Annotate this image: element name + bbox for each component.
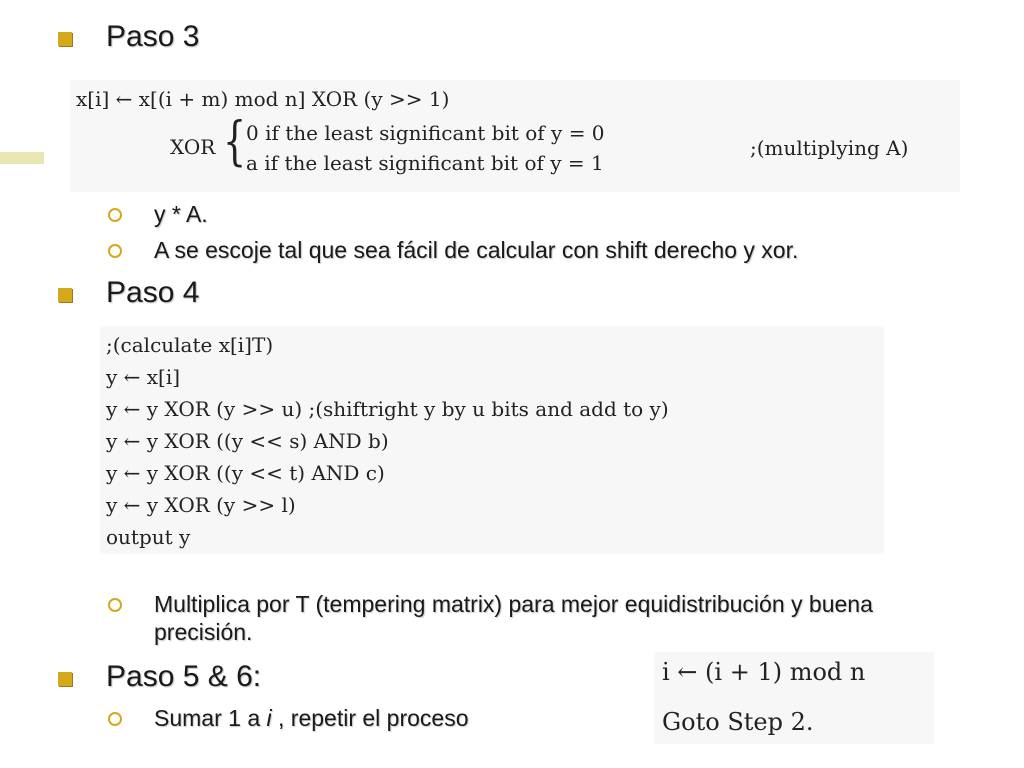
square-bullet-icon <box>58 672 72 686</box>
step56-heading: Paso 5 & 6: <box>106 660 262 693</box>
step3-formula-case0: 0 if the least significant bit of y = 0 <box>246 121 605 145</box>
step4-bullet-1: Multiplica por T (tempering matrix) para mejor equidistribución y buena precisión. <box>154 591 873 645</box>
step3-formula-line1: x[i] ← x[(i + m) mod n] XOR (y >> 1) <box>76 87 450 111</box>
step3-heading: Paso 3 <box>106 20 200 53</box>
step4-code-line: output y <box>106 525 191 549</box>
step4-code-line: ;(calculate x[i]T) <box>106 333 274 357</box>
step56-formula-line2: Goto Step 2. <box>662 708 814 736</box>
step3-bullet-1: y * A. <box>154 201 208 227</box>
step56-formula-line1: i ← (i + 1) mod n <box>662 658 866 686</box>
step4-code-image <box>100 326 884 554</box>
square-bullet-icon <box>58 32 72 46</box>
step3-formula-note: ;(multiplying A) <box>750 136 909 160</box>
step3-bullet-2: A se escoje tal que sea fácil de calcular con shift derecho y xor. <box>154 237 799 263</box>
step56-bullet-var: i <box>266 705 272 731</box>
step4-code-line: y ← y XOR ((y << t) AND c) <box>106 461 385 485</box>
circle-bullet-icon <box>108 208 122 222</box>
step3-formula-xor: XOR <box>170 135 216 159</box>
step4-code-line: y ← x[i] <box>106 365 181 389</box>
step56-formula-image <box>654 652 934 744</box>
circle-bullet-icon <box>108 244 122 258</box>
step4-code-line: y ← y XOR (y >> l) <box>106 493 296 517</box>
step3-formula-case1: a if the least significant bit of y = 1 <box>246 151 604 175</box>
decorative-accent-bar <box>0 152 44 164</box>
step56-bullet <box>154 704 469 732</box>
step3-formula-image <box>70 80 960 192</box>
square-bullet-icon <box>58 288 72 302</box>
circle-bullet-icon <box>108 598 122 612</box>
brace-icon: { <box>222 112 247 172</box>
step4-code-line: y ← y XOR (y >> u) ;(shiftright y by u bits and add to y) <box>106 397 669 421</box>
circle-bullet-icon <box>108 712 122 726</box>
step56-bullet-prefix: Sumar 1 a <box>154 705 267 731</box>
step56-bullet-suffix: , repetir el proceso <box>271 705 469 731</box>
step4-heading: Paso 4 <box>106 276 200 309</box>
step4-code-line: y ← y XOR ((y << s) AND b) <box>106 429 389 453</box>
